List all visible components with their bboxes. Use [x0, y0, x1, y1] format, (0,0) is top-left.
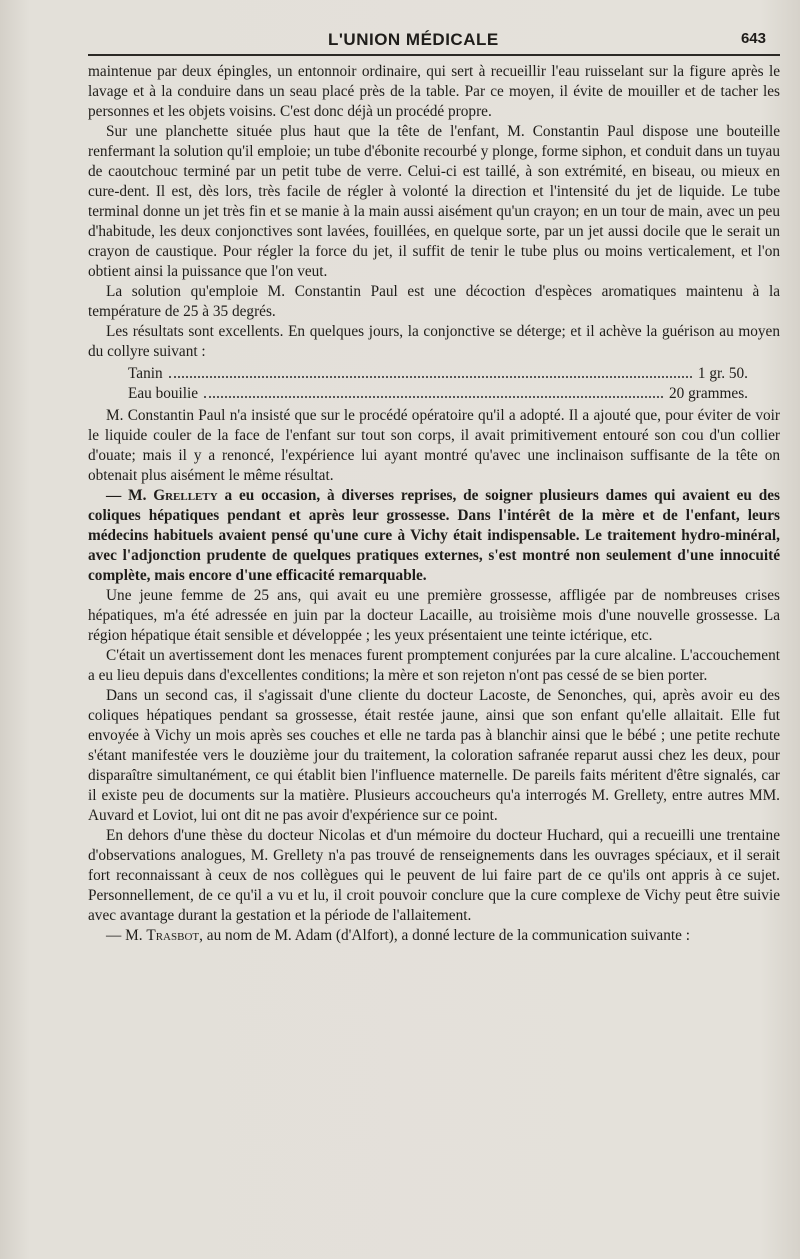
prescription-list: [88, 364, 780, 404]
paragraph-text: a eu occasion, à diverses reprises, de soigner plusieurs dames qui avaient eu des coliques hépatiques pendant et après leur grossesse. Dans l'intérêt de la mère et de l'enfant, leurs médecins habituels avaient pensé qu'une cure à Vichy était indispensable. Le traitement hydro-minéral, avec l'adjonction prudente de quelques pratiques externes, s'est montré non seulement d'une innocuité complète, mais encore d'une efficacité remarquable.: [88, 487, 780, 584]
paragraph: C'était un avertissement dont les menaces furent promptement conjurées par la cure alcaline. L'accouchement a eu lieu depuis dans d'excellentes conditions; la mère et son rejeton n'ont pas cessé de se bien porter.: [88, 647, 780, 684]
paragraph: En dehors d'une thèse du docteur Nicolas et d'un mémoire du docteur Huchard, qui a recueilli une trentaine d'observations analogues, M. Grellety n'a pas trouvé de renseignements dans les ouvrages spéciaux, et il serait fort reconnaissant à ceux de nos collègues qui le peuvent de lui faire part de ce qu'ils ont appris à ce sujet. Personnellement, de ce qu'il a vu et lu, il croit pouvoir conclure que la cure complexe de Vichy peut être suivie avec avantage durant la gestation et la période de l'allaitement.: [88, 827, 780, 924]
header-rule: [88, 54, 780, 56]
prescription-row: [88, 384, 780, 404]
paragraph: Les résultats sont excellents. En quelques jours, la conjonctive se déterge; et il achève la guérison au moyen du collyre suivant :: [88, 323, 780, 360]
running-head: L'UNION MÉDICALE: [328, 30, 499, 49]
article-body: [88, 62, 780, 946]
dash: —: [106, 487, 129, 504]
author-name: M. Grellety: [128, 487, 218, 504]
paragraph: Une jeune femme de 25 ans, qui avait eu une première grossesse, affligée par de nombreuses crises hépatiques, m'a été adressée en juin par la docteur Lacaille, au troisième mois d'une nouvelle grossesse. La région hépatique était sensible et développée ; les yeux présentaient une teinte ictérique, etc.: [88, 587, 780, 644]
ingredient-quantity: 20 grammes.: [668, 385, 748, 402]
paragraph: Sur une planchette située plus haut que la tête de l'enfant, M. Constantin Paul dispose une bouteille renfermant la solution qu'il emploie; un tube d'ébonite recourbé y plonge, forme siphon, et conduit dans un tuyau de caoutchouc terminé par un petit tube de verre. Celui-ci est taillé, à son extrémité, en biseau, ou mieux en cure-dent. Il est, dès lors, très facile de régler à volonté la direction et l'intensité du jet de liquide. Le tube terminal donne un jet très fin et se manie à la main aussi aisément qu'un crayon; en un tour de main, avec un peu d'habitude, les deux conjonctives sont lavées, fouillées, en quelque sorte, par un jet aussi docile que le serait un crayon de caustique. Pour régler la force du jet, il suffit de tenir le tube plus ou moins verticalement, et l'on obtient ainsi la puissance que l'on veut.: [88, 123, 780, 280]
prescription-row: [88, 364, 780, 384]
paragraph: La solution qu'emploie M. Constantin Paul est une décoction d'espèces aromatiques maintenu à la température de 25 à 35 degrés.: [88, 283, 780, 320]
paragraph-grellety: [88, 486, 780, 586]
ingredient-name: Tanin: [128, 365, 163, 382]
paragraph-text: , au nom de M. Adam (d'Alfort), a donné lecture de la communication suivante :: [199, 927, 690, 944]
ingredient-quantity: 1 gr. 50.: [697, 365, 748, 382]
ingredient-name: Eau bouilie: [128, 385, 199, 402]
page-number: 643: [740, 30, 766, 47]
leader-dots: [169, 376, 692, 378]
paragraph: Dans un second cas, il s'agissait d'une cliente du docteur Lacoste, de Senonches, qui, après avoir eu des coliques hépatiques pendant sa grossesse, était restée jaune, ainsi que son enfant qu'elle allaitait. Elle fut envoyée à Vichy un mois après ses couches et elle ne tarda pas à blanchir ainsi que le bébé ; une petite rechute s'étant manifestée vers le douzième jour du traitement, la coloration safranée reparut aussi chez les deux, pour disparaître simultanément, ce qui établit bien l'influence maternelle. De pareils faits méritent d'être signalés, car il existe peu de documents sur la matière. Plusieurs accoucheurs qu'a interrogés M. Grellety, entre autres MM. Auvard et Loviot, lui ont dit ne pas avoir d'expérience sur ce point.: [88, 687, 780, 824]
leader-dots: [204, 396, 663, 398]
paragraph: M. Constantin Paul n'a insisté que sur le procédé opératoire qu'il a adopté. Il a ajouté que, pour éviter de voir le liquide couler de la face de l'enfant sur tout son corps, il avait primitivement entouré son cou d'un collier d'ouate; mais il y a renoncé, l'expérience lui ayant montré qu'avec une inclinaison suffisante de la tête on obtenait plus aisément le même résultat.: [88, 407, 780, 484]
dash: — M.: [106, 927, 147, 944]
page-header: [88, 22, 780, 52]
author-name: Trasbot: [146, 927, 200, 944]
paragraph-trasbot: [88, 926, 780, 946]
paragraph: maintenue par deux épingles, un entonnoir ordinaire, qui sert à recueillir l'eau ruisselant sur la figure après le lavage et à la conduire dans un seau placé près de la table. Par ce moyen, il évite de mouiller et de tacher les personnes et les objets voisins. C'est donc déjà un procédé propre.: [88, 63, 780, 120]
